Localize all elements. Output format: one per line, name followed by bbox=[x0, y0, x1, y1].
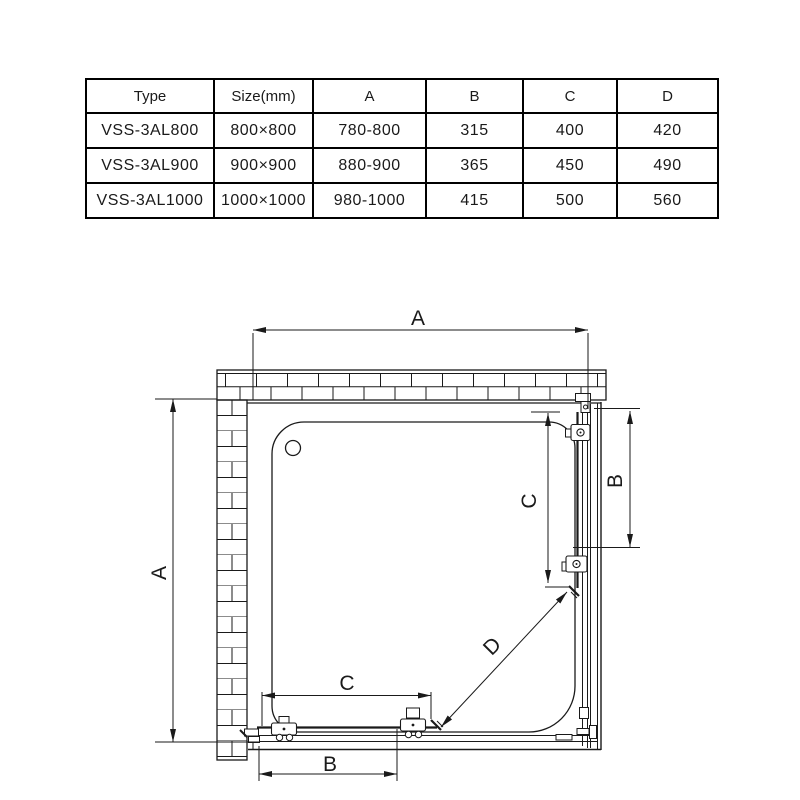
table-cell: VSS-3AL1000 bbox=[86, 183, 214, 218]
spec-table-header-cell: Size(mm) bbox=[214, 79, 313, 113]
table-cell: 420 bbox=[617, 113, 718, 148]
table-cell: 980-1000 bbox=[313, 183, 426, 218]
dimension-d-diagonal bbox=[441, 592, 567, 727]
shower-tray bbox=[272, 422, 575, 732]
table-cell: 780-800 bbox=[313, 113, 426, 148]
dim-label-c-right: C bbox=[518, 493, 541, 509]
right-door-top-roller bbox=[566, 425, 591, 441]
bottom-door-left-roller bbox=[272, 717, 297, 741]
table-cell: 365 bbox=[426, 148, 523, 183]
dimension-c-right bbox=[518, 412, 570, 587]
table-cell: 800×800 bbox=[214, 113, 313, 148]
table-cell: VSS-3AL900 bbox=[86, 148, 214, 183]
spec-table-header-cell: B bbox=[426, 79, 523, 113]
table-cell: 490 bbox=[617, 148, 718, 183]
table-cell: VSS-3AL800 bbox=[86, 113, 214, 148]
table-cell: 900×900 bbox=[214, 148, 313, 183]
dim-label-d-diagonal: D bbox=[478, 632, 506, 660]
spec-table-header-cell: D bbox=[617, 79, 718, 113]
dim-label-b-right: B bbox=[604, 473, 627, 489]
dim-label-a-left: A bbox=[148, 565, 171, 581]
table-cell: 1000×1000 bbox=[214, 183, 313, 218]
table-cell: 560 bbox=[617, 183, 718, 218]
dim-label-c-bottom: C bbox=[339, 672, 355, 695]
dim-label-a-top: A bbox=[410, 307, 426, 330]
table-cell: 400 bbox=[523, 113, 617, 148]
table-cell: 450 bbox=[523, 148, 617, 183]
table-cell: 415 bbox=[426, 183, 523, 218]
brick-wall-left bbox=[217, 400, 247, 760]
spec-table-header-cell: A bbox=[313, 79, 426, 113]
right-door-bottom-roller bbox=[562, 556, 587, 572]
spec-table-header-cell: Type bbox=[86, 79, 214, 113]
brick-wall-top bbox=[217, 370, 606, 400]
table-cell: 500 bbox=[523, 183, 617, 218]
table-cell: 315 bbox=[426, 113, 523, 148]
spec-table-header-cell: C bbox=[523, 79, 617, 113]
dim-label-b-bottom: B bbox=[322, 753, 338, 776]
bottom-door-mid-roller bbox=[401, 708, 426, 738]
table-cell: 880-900 bbox=[313, 148, 426, 183]
drain-circle bbox=[286, 441, 301, 456]
